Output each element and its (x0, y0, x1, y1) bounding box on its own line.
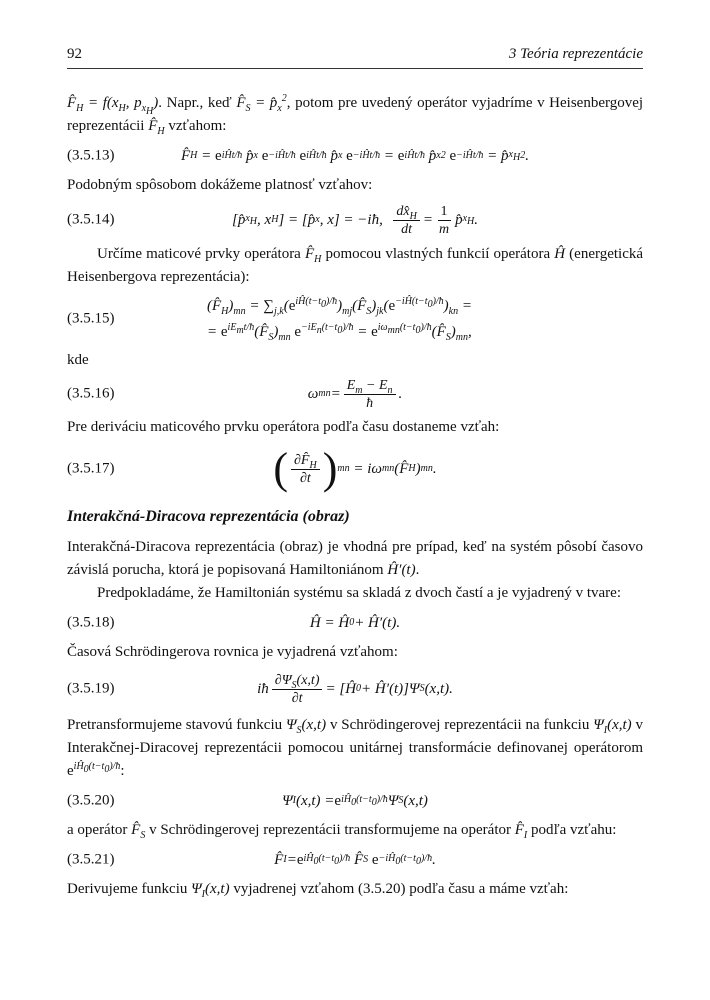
chapter-title: 3 Teória reprezentácie (508, 46, 643, 62)
paragraph-5: Pre deriváciu maticového prvku operátora podľa času dostaneme vzťah: (67, 419, 500, 435)
equation-3-5-19: (3.5.19) iħ $\frac{\partial\Psi_S(x,t)}{\partial t}$ = [Ĥ 0 + Ĥ′(t)]Ψ S (x,t). (67, 672, 453, 706)
paragraph-10: a operátor $F̂_S$ v Schrödingerovej reprezentácii transformujeme na operátor $F̂_I$ podľa vzťahu: (67, 822, 617, 841)
equation-3-5-14: (3.5.14) [p̂ $x_H$ , x H ] = [p̂ x , x] = −iħ, $\frac{dx̂_H}{dt}$ = $\frac{1}{m}$ p̂ $x_H$ . (67, 203, 478, 237)
equation-3-5-15: (3.5.15) $(F̂_H)_{mn}$ = $\sum_{j,k}(e^{iĤ(t-t_0)/ħ})_{mj}(F̂_S)_{jk}(e^{-iĤ(t-t_0)/ħ})_{kn}$ = = $e^{iE_mt/ħ}(F̂_S)_{mn}$ $e^{-iE_n(t-t_0)/ħ}$ = $e^{i\omega_{mn}(t-t_0)/ħ}(F̂_S)_{mn}$, (67, 296, 472, 343)
page-number: 92 (67, 46, 82, 62)
equation-3-5-13: (3.5.13) F̂ H = e iĤt/ħ p̂ x e −iĤt/ħ e iĤt/ħ p̂ x e −iĤt/ħ = e iĤt/ħ p̂ x 2 e −iĤt/ħ = p̂ $x_H$ 2 . (67, 147, 529, 164)
equation-3-5-17: (3.5.17) ( $\frac{\partial F̂_H}{\partial t}$ ) mn = iω mn (F̂ H ) mn . (67, 444, 437, 493)
paragraph-9: Pretransformujeme stavovú funkciu $\Psi_S(x,t)$ v Schrödingerovej reprezentácii na funkciu $\Psi_I(x,t)$ v Interakčnej-Diracovej reprezentácii pomocou unitárnej transformácie definovanej operátorom $e^{iĤ_0(t-t_0)/ħ}$: (67, 717, 644, 779)
equation-3-5-20: (3.5.20) Ψ I (x,t) = e $iĤ_0(t-t_0)/ħ$ Ψ S (x,t) (67, 792, 428, 809)
page-body (67, 92, 643, 901)
paragraph-4: Určíme maticové prvky operátora $F̂_H$ pomocou vlastných funkcií operátora Ĥ (energetická Heisenbergova reprezentácia): (67, 246, 644, 285)
paragraph-intro: $F̂_H = f(x_H$, $p_{x_H}$). Napr., keď $F̂_S$ = $p̂_x^2$, potom pre uvedený operátor vyjadríme v Heisenbergovej reprezentácii $F̂_H$ vzťahom: (67, 93, 644, 137)
paragraph-7: Predpokladáme, že Hamiltonián systému sa skladá z dvoch častí a je vyjadrený v tvare: (97, 585, 621, 601)
formula-inline: $F̂_H$ (148, 118, 165, 137)
paragraph-8: Časová Schrödingerova rovnica je vyjadrená vzťahom: (67, 644, 398, 660)
equation-3-5-21: (3.5.21) F̂ I = e $iĤ_0(t-t_0)/ħ$ F̂ S e $-iĤ_0(t-t_0)/ħ$ . (67, 851, 436, 868)
page-header (67, 42, 643, 69)
formula-inline: $F̂_S$ = $p̂_x^2$ (236, 93, 287, 114)
paragraph-3: Podobným spôsobom dokážeme platnosť vzťahov: (67, 177, 373, 193)
equation-3-5-18: (3.5.18) Ĥ = Ĥ 0 + Ĥ′(t). (67, 614, 401, 631)
word-kde: kde (67, 352, 89, 368)
equation-3-5-16: (3.5.16) ω mn = $\frac{E_m - E_n}{ħ}$ . (67, 377, 403, 411)
section-title: Interakčná-Diracova reprezentácia (obraz) (67, 508, 350, 525)
formula-inline: $F̂_H = f(x_H$, $p_{x_H}$) (67, 95, 159, 117)
paragraph-6: Interakčná-Diracova reprezentácia (obraz) je vhodná pre prípad, keď na systém pôsobí časovo závislá porucha, ktorá je popisovaná Hamiltoniánom Ĥ′(t). (67, 539, 643, 578)
paragraph-11: Derivujeme funkciu $\Psi_I(x,t)$ vyjadrenej vzťahom (3.5.20) podľa času a máme vzťah: (67, 881, 569, 900)
